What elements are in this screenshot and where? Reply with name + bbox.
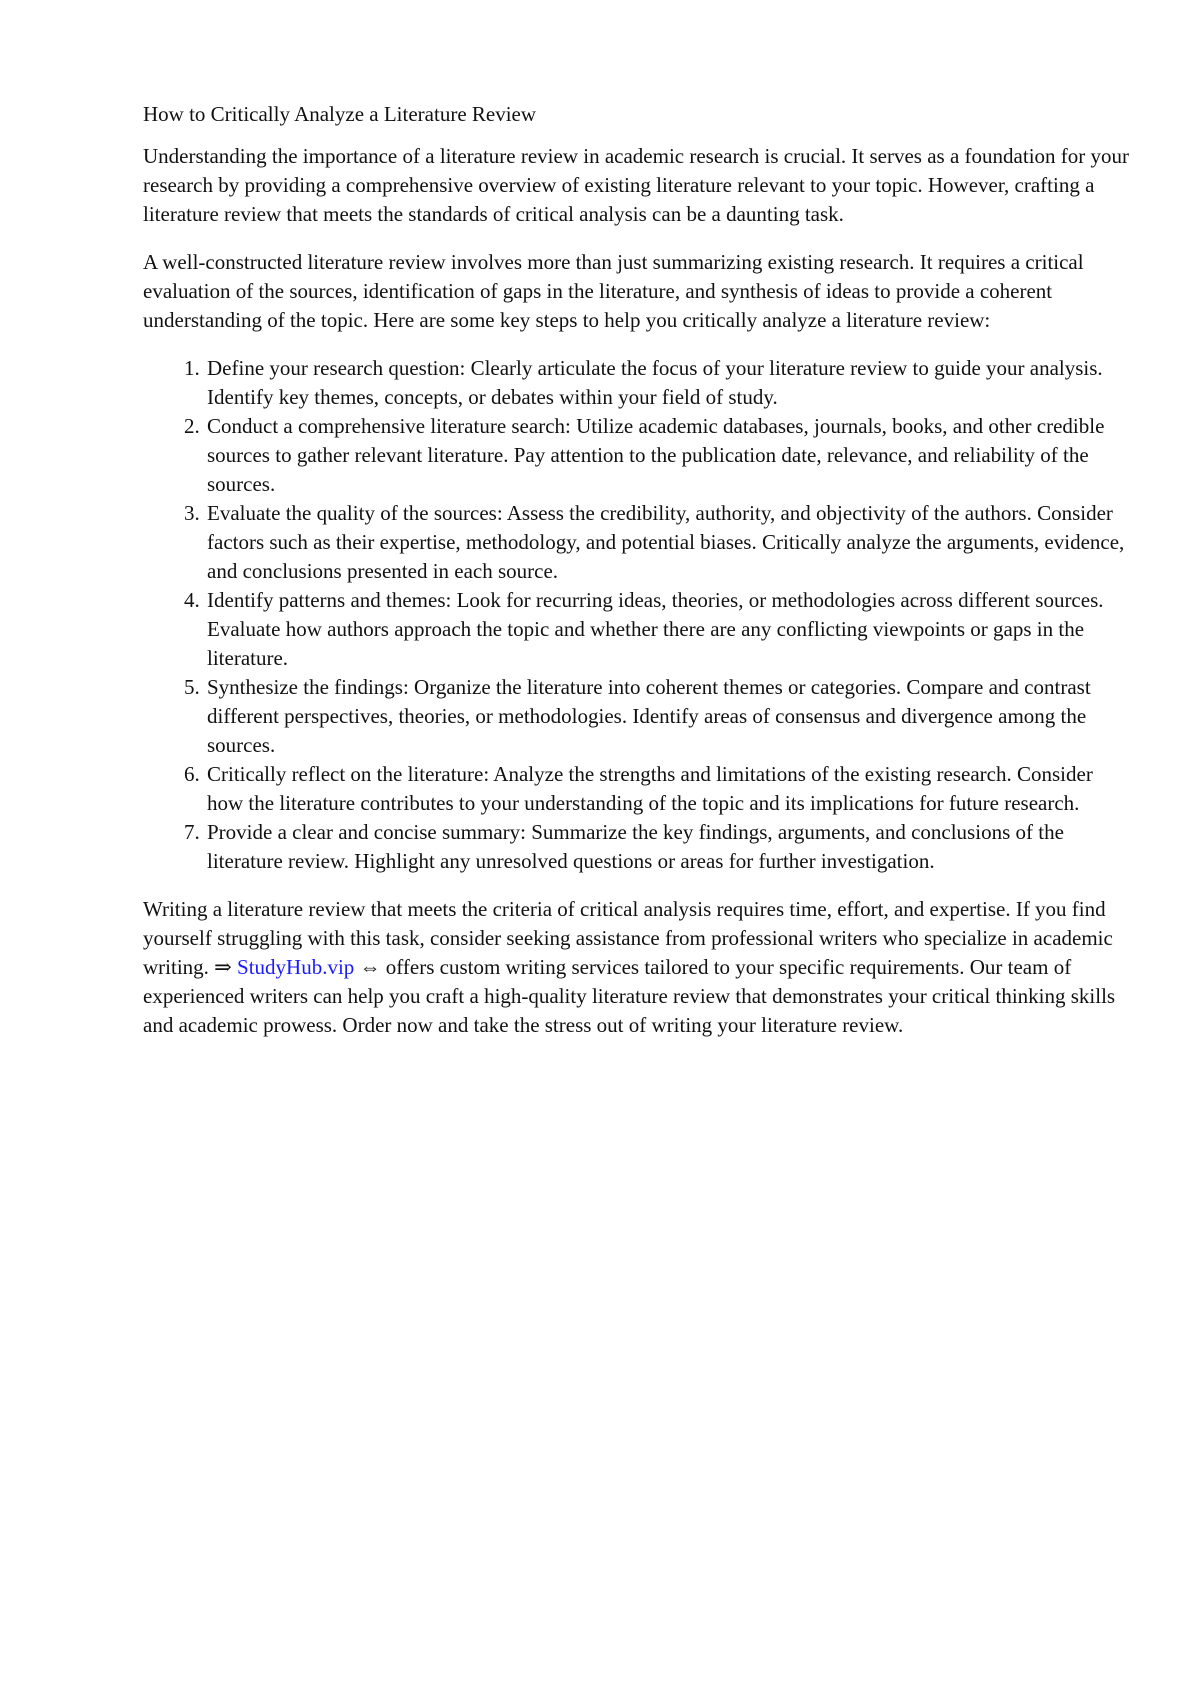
closing-text-before-link: Writing a literature review that meets the criteria of critical analysis requires time, effort, and expertise. If you find yourself struggling with this task, consider seeking assistance from professional writers who specialize in academic writing. ⇒ bbox=[143, 897, 1113, 979]
document-title: How to Critically Analyze a Literature Review bbox=[143, 102, 537, 126]
list-item-step-5: 5. Synthesize the findings: Organize the literature into coherent themes or categories. Compare and contrast different perspectives, theories, or methodologies. Identify areas of consensus and divergence among the sources. bbox=[205, 673, 1131, 760]
closing-paragraph bbox=[143, 895, 1131, 1040]
list-item-step-3: 3. Evaluate the quality of the sources: Assess the credibility, authority, and objectivity of the authors. Consider factors such as their expertise, methodology, and potential biases. Critically analyze the arguments, evidence, and conclusions presented in each source. bbox=[205, 499, 1131, 586]
intro-paragraph-2: A well-constructed literature review involves more than just summarizing existing research. It requires a critical evaluation of the sources, identification of gaps in the literature, and synthesis of ideas to provide a coherent understanding of the topic. Here are some key steps to help you critically analyze a literature review: bbox=[143, 250, 1084, 332]
list-item-step-4: 4. Identify patterns and themes: Look for recurring ideas, theories, or methodologies across different sources. Evaluate how authors approach the topic and whether there are any conflicting viewpoints or gaps in the literature. bbox=[205, 586, 1131, 673]
list-item-step-6: 6. Critically reflect on the literature: Analyze the strengths and limitations of the existing research. Consider how the literature contributes to your understanding of the topic and its implications for future research. bbox=[205, 760, 1131, 818]
list-item-step-2: 2. Conduct a comprehensive literature search: Utilize academic databases, journals, books, and other credible sources to gather relevant literature. Pay attention to the publication date, relevance, and reliability of the sources. bbox=[205, 412, 1131, 499]
closing-text-after-link: ⇔ offers custom writing services tailored to your specific requirements. Our team of experienced writers can help you craft a high-quality literature review that demonstrates your critical thinking skills and academic prowess. Order now and take the stress out of writing your literature review. bbox=[143, 955, 1116, 1037]
steps-list bbox=[143, 354, 1131, 876]
list-item-step-1: 1. Define your research question: Clearly articulate the focus of your literature review to guide your analysis. Identify key themes, concepts, or debates within your field of study. bbox=[205, 354, 1131, 412]
list-item-step-7: 7. Provide a clear and concise summary: Summarize the key findings, arguments, and conclusions of the literature review. Highlight any unresolved questions or areas for further investigation. bbox=[205, 818, 1131, 876]
studyhub-link[interactable]: StudyHub.vip bbox=[237, 955, 355, 979]
intro-paragraph-1: Understanding the importance of a literature review in academic research is crucial. It serves as a foundation for your research by providing a comprehensive overview of existing literature relevant to your topic. However, crafting a literature review that meets the standards of critical analysis can be a daunting task. bbox=[143, 144, 1130, 226]
document-page bbox=[143, 100, 1131, 1059]
